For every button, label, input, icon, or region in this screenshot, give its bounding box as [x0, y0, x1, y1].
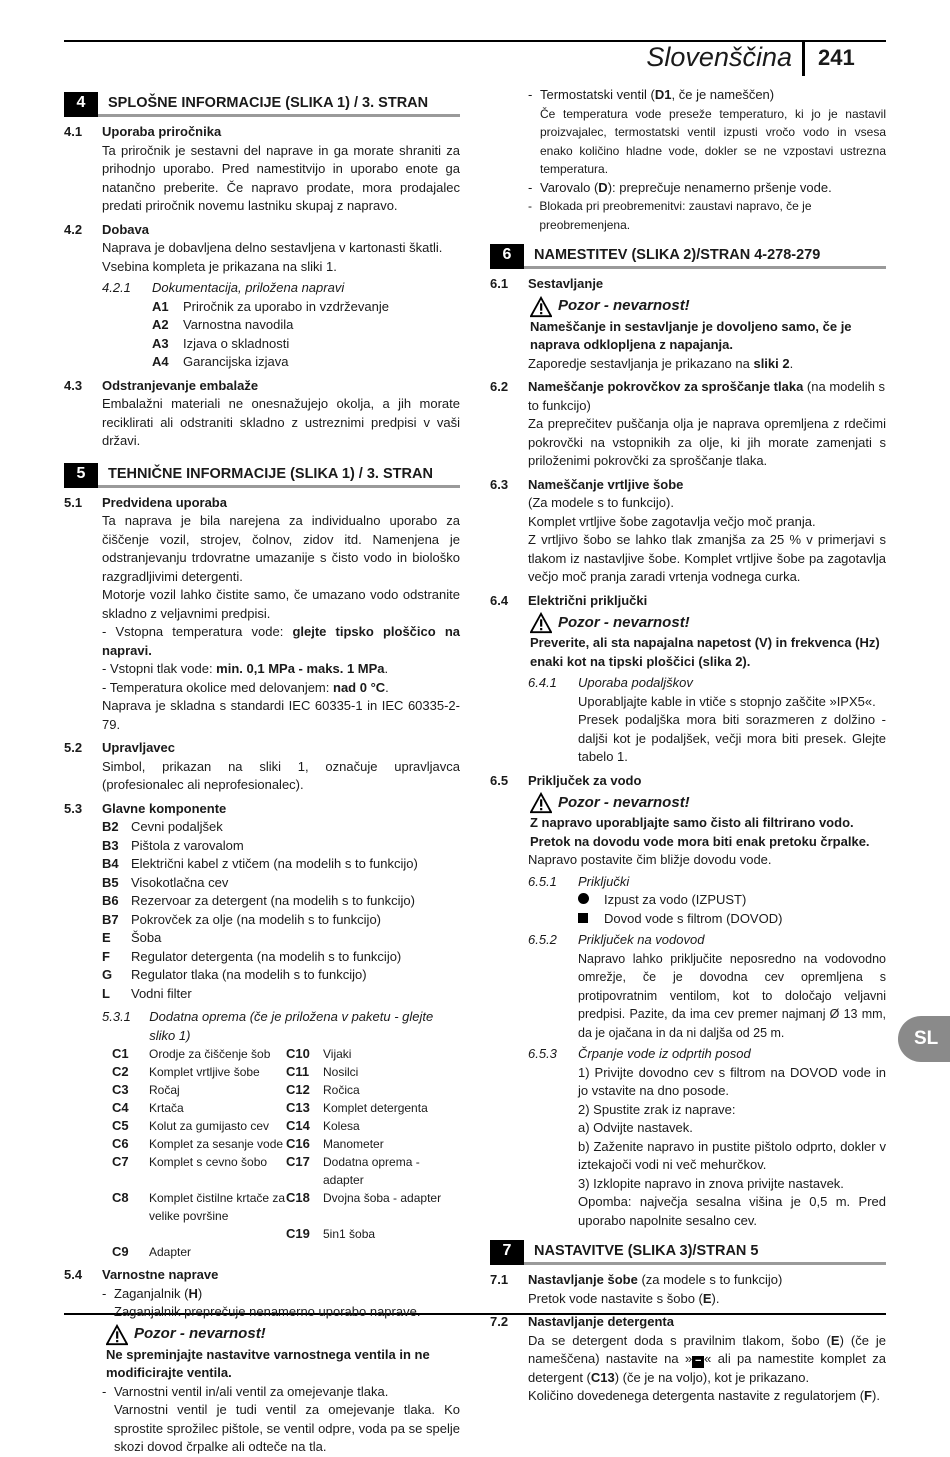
item-label: Regulator tlaka (na modelih s to funkcijo) [131, 967, 367, 982]
subsection-title: Dodatna oprema (če je priložena v paketu - glejte sliko 1) [149, 1009, 434, 1043]
accessory-cell [112, 1225, 286, 1243]
text: ) (če je nameščena) nastavite na » [528, 1332, 887, 1366]
item-code: B2 [102, 819, 119, 834]
accessory-cell [286, 1243, 460, 1261]
item-label: Visokotlačna cev [131, 874, 229, 890]
accessory-label: Komplet vrtljive šobe [149, 1065, 260, 1079]
language-tab: SL [898, 1016, 950, 1062]
list-item [152, 353, 460, 372]
item-code: B4 [102, 856, 119, 871]
subsection-number: 4.2.1 [102, 280, 131, 295]
text: ) (če je na voljo), kot je prikazano. [614, 1369, 810, 1385]
subsection-title: Predvidena uporaba [102, 494, 227, 510]
item-code: A4 [152, 354, 169, 369]
warning-icon [530, 296, 552, 318]
subsection-title: Sestavljanje [528, 276, 604, 291]
accessory-label [323, 1243, 460, 1261]
paragraph: Presek podaljška mora biti sorazmeren z dolžino - daljši kot je podaljšek, večji mora biti presek. Glejte tabelo 1. [578, 712, 886, 764]
accessory-cell [112, 1153, 286, 1189]
accessory-label: Kolut za gumijasto cev [149, 1119, 270, 1133]
subsection-title: Priključek na vodovod [578, 932, 705, 947]
subsection-6-4-1 [528, 674, 886, 693]
accessory-label: Komplet za sesanje vode [149, 1137, 284, 1151]
section-title: NASTAVITVE (SLIKA 3)/STRAN 5 [524, 1240, 886, 1265]
warning-box [530, 792, 886, 851]
step: 3) Izklopite napravo in znova privijte nastavek. [578, 1175, 844, 1191]
accessory-cell [286, 1081, 460, 1099]
warning-title: Pozor - nevarnost! [558, 793, 690, 811]
punctuation: ). [872, 1388, 880, 1403]
subsection-number: 5.3.1 [102, 1009, 131, 1024]
subsection-title: Nameščanje vrtljive šobe [528, 476, 684, 492]
item-code: F [864, 1388, 872, 1403]
subsection-number: 4.2 [64, 221, 83, 237]
punctuation: . [385, 679, 389, 695]
accessory-table [64, 1045, 460, 1261]
item-code: A3 [152, 335, 169, 351]
warning-title: Pozor - nevarnost! [558, 613, 690, 631]
component-item [102, 966, 460, 985]
subsection-title: Nameščanje pokrovčkov za sproščanje tlaka [528, 379, 804, 394]
paragraph [528, 1332, 886, 1388]
accessory-code: C12 [286, 1082, 310, 1097]
subsection-6-5-1 [528, 873, 886, 892]
warning-title-row [530, 296, 886, 318]
item-code: C13 [590, 1369, 615, 1385]
dash-item [102, 1285, 460, 1304]
accessory-row [112, 1063, 460, 1081]
spec-value: glejte tipsko ploščico na napravi. [102, 624, 460, 658]
right-column [490, 86, 886, 1406]
item-code: B5 [102, 874, 119, 890]
subsection-note: (za modele s to funkcijo) [637, 1272, 783, 1287]
dash-item [528, 179, 886, 198]
accessory-code: C16 [286, 1136, 310, 1151]
accessory-label: Vijaki [323, 1047, 352, 1061]
accessory-code: C11 [286, 1064, 310, 1079]
paragraph: Naprava je skladna s standardi IEC 60335-1 in IEC 60335-2-79. [102, 698, 460, 732]
accessory-label: Dodatna oprema - adapter [323, 1155, 420, 1187]
subsection-title: Upravljavec [102, 740, 175, 755]
paragraph: Varnostni ventil je tudi ventil za omejevanje tlaka. Ko sprostite sprožilec pištole, se ventil odpre, voda pa se spelje skozi dovod črpalke ali odteče na tla. [114, 1402, 460, 1454]
text: Pretok vode nastavite s šobo ( [528, 1290, 703, 1306]
item-label: Varnostna navodila [183, 317, 294, 332]
text: Zaporedje sestavljanja je prikazano na [528, 355, 754, 371]
warning-title-row [530, 792, 886, 814]
subsection-6-5-2 [528, 931, 886, 950]
accessory-cell [112, 1045, 286, 1063]
subsection-title: Dobava [102, 221, 149, 237]
accessory-cell [286, 1099, 460, 1117]
subsection-7-1 [490, 1271, 886, 1290]
subsection-5-3 [64, 800, 460, 819]
warning-text: Pretok na dovodu vode mora biti enak pretoku črpalke. [530, 833, 870, 849]
accessory-code: C8 [112, 1190, 129, 1205]
accessory-label: Nosilci [323, 1065, 359, 1079]
paragraph: Simbol, prikazan na sliki 1, označuje upravljavca (profesionalec ali neprofesionalec). [102, 758, 460, 792]
item-code: H [188, 1285, 198, 1301]
subsection-6-5-3 [528, 1045, 886, 1064]
subsection-note: (na modelih s to funkcijo) [528, 379, 885, 413]
accessory-label: Manometer [323, 1137, 384, 1151]
subsection-number: 4.3 [64, 377, 83, 393]
paragraph: Naprava je dobavljena delno sestavljena v kartonasti škatli. [102, 240, 443, 255]
accessory-row [112, 1189, 460, 1225]
subsection-6-5 [490, 772, 886, 791]
accessory-label: Ročica [323, 1083, 360, 1097]
accessory-cell [112, 1117, 286, 1135]
accessory-code: C17 [286, 1154, 310, 1169]
subsection-7-2 [490, 1313, 886, 1332]
subsection-4-2 [64, 221, 460, 240]
section-5-header [64, 463, 460, 488]
paragraph: Za preprečitev puščanja olja je naprava opremljena z rdečimi pokrovčki na vstopnikih za olje, ki jih morate zamenjati s priloženimi pokrovčki za sproščanje tlaka. [528, 416, 886, 468]
spec-label: - Vstopni tlak vode: [102, 661, 217, 676]
accessory-code: C3 [112, 1082, 129, 1097]
component-item [102, 985, 460, 1004]
accessory-label: Kolesa [323, 1119, 360, 1133]
text: Da se detergent doda s pravilnim tlakom, šobo ( [528, 1332, 831, 1348]
subsection-title: Priključek za vodo [528, 772, 642, 788]
section-number: 5 [64, 463, 98, 488]
item-code: B7 [102, 911, 119, 927]
warning-title-row [106, 1324, 460, 1346]
item-code: E [830, 1332, 840, 1348]
item-label: Garancijska izjava [183, 354, 289, 369]
warning-box [106, 1324, 460, 1383]
accessory-code: C2 [112, 1064, 129, 1079]
component-item [102, 855, 460, 874]
subsection-title: Nastavljanje detergenta [528, 1314, 674, 1329]
note: Opomba: največja sesalna višina je 0,5 m. Pred uporabo napolnite sesalno cev. [578, 1194, 886, 1228]
subsection-title: Varnostne naprave [102, 1267, 219, 1282]
accessory-cell [112, 1081, 286, 1099]
subsection-4-1 [64, 123, 460, 142]
item-code: D1 [654, 87, 672, 102]
warning-text: Nameščanje in sestavljanje je dovoljeno samo, če je naprava odklopljena z napajanja. [530, 318, 852, 352]
spec-line [102, 660, 460, 679]
dash-marker: - [102, 1285, 107, 1301]
item-code: A2 [152, 317, 169, 332]
accessory-label [149, 1225, 286, 1243]
accessory-label: Komplet detergenta [323, 1101, 428, 1115]
paragraph: Vsebina kompleta je prikazana na sliki 1. [102, 258, 337, 274]
accessory-row [112, 1135, 460, 1153]
list-item [152, 316, 460, 335]
paragraph: Ta naprava je bila narejena za individualno uporabo za čiščenje vozil, strojev, čolnov, zidov itd. Namenjena je odstranjevanju trdovratne umazanije s čisto vodo in biološko razgradljivimi detergenti. [102, 513, 460, 584]
accessory-code: C18 [286, 1190, 310, 1205]
component-item [102, 892, 460, 911]
subsection-number: 6.3 [490, 476, 509, 492]
accessory-code: C7 [112, 1154, 129, 1169]
step: b) Zaženite napravo in pustite pištolo odprto, dokler v iztekajoči vodi ni več mehurčkov. [578, 1138, 886, 1172]
list-item [152, 335, 460, 354]
header-divider [802, 40, 805, 76]
paragraph: Če temperatura vode preseže temperaturo, ki jo je nastavil proizvajalec, termostatski ventil izpusti vročo vodo in vsesa enako količino hladne vode, dokler se ne vzpostavi ustrezna temperatura. [540, 106, 886, 176]
subsection-number: 6.5.1 [528, 873, 557, 889]
punctuation: . [384, 661, 389, 676]
punctuation: . [789, 355, 794, 371]
section-4-header [64, 92, 460, 117]
dash-marker: - [528, 179, 533, 195]
item-label: Regulator detergenta (na modelih s to funkcijo) [131, 948, 402, 964]
subsection-number: 5.1 [64, 494, 83, 510]
item-label: , če je nameščen) [671, 87, 775, 102]
item-code: B3 [102, 837, 119, 853]
item-label: Vodni filter [131, 985, 192, 1001]
item-label: Električni kabel z vtičem (na modelih s to funkcijo) [131, 856, 418, 871]
step: 1) Privijte dovodno cev s filtrom na DOVOD vode in jo vstavite na dno posode. [578, 1064, 886, 1098]
item-label: Varnostni ventil in/ali ventil za omejevanje tlaka. [114, 1383, 389, 1399]
section-title: NAMESTITEV (SLIKA 2)/STRAN 4-278-279 [524, 244, 886, 269]
subsection-6-3 [490, 476, 886, 495]
warning-icon [106, 1324, 128, 1346]
item-label: ): preprečuje nenamerno pršenje vode. [607, 179, 832, 195]
accessory-cell [112, 1189, 286, 1225]
subsection-title: Uporaba priročnika [102, 124, 222, 139]
accessory-cell [286, 1063, 460, 1081]
accessory-cell [286, 1045, 460, 1063]
item-label: Termostatski ventil ( [540, 87, 655, 102]
item-label: Izpust za vodo (IZPUST) [604, 892, 747, 907]
subsection-number: 6.5 [490, 772, 509, 788]
warning-text: Z napravo uporabljajte samo čisto ali filtrirano vodo. [530, 815, 854, 830]
warning-icon [530, 792, 552, 814]
accessory-label: Krtača [149, 1101, 184, 1115]
accessory-label: 5in1 šoba [323, 1227, 376, 1241]
item-label: Priročnik za uporabo in vzdrževanje [183, 298, 389, 314]
subsection-number: 4.1 [64, 124, 83, 139]
bullet-item [578, 891, 886, 910]
subsection-number: 6.4.1 [528, 675, 557, 690]
item-code: L [102, 985, 110, 1001]
accessory-cell [286, 1225, 460, 1243]
subsection-5-3-1 [102, 1008, 460, 1045]
spec-label: - Vstopna temperatura vode: [102, 624, 293, 639]
paragraph: Zaganjalnik preprečuje nenamerno uporabo naprave. [114, 1304, 421, 1319]
list-item [152, 298, 460, 317]
component-item [102, 948, 460, 967]
dash-marker: - [102, 1383, 107, 1399]
accessory-cell [286, 1189, 460, 1225]
dash-item [102, 1383, 460, 1402]
subsection-title: Odstranjevanje embalaže [102, 377, 259, 393]
item-label: Šoba [131, 930, 162, 945]
accessory-row [112, 1243, 460, 1261]
accessory-row [112, 1045, 460, 1063]
warning-box [530, 296, 886, 355]
section-6-header [490, 244, 886, 269]
paragraph: Motorje vozil lahko čistite samo, če umazano vodo odstranite skladno z veljavnimi predpisi. [102, 587, 460, 621]
subsection-title: Uporaba podaljškov [578, 675, 693, 690]
item-label: Pokrovček za olje (na modelih s to funkcijo) [131, 911, 382, 927]
accessory-code [112, 1225, 149, 1243]
subsection-number: 5.4 [64, 1267, 83, 1282]
square-bullet-icon [578, 913, 588, 923]
item-label: Varovalo ( [540, 179, 599, 195]
item-code: A1 [152, 298, 169, 314]
accessory-label: Adapter [149, 1245, 192, 1259]
subsection-number: 6.4 [490, 592, 509, 608]
spec-value: min. 0,1 MPa - maks. 1 MPa [216, 661, 385, 676]
item-label: Dovod vode s filtrom (DOVOD) [604, 910, 783, 926]
accessory-cell [286, 1153, 460, 1189]
subsection-4-2-1 [102, 279, 460, 298]
subsection-5-1 [64, 494, 460, 513]
accessory-label: Orodje za čiščenje šob [149, 1047, 271, 1061]
section-title: TEHNIČNE INFORMACIJE (SLIKA 1) / 3. STRAN [98, 463, 460, 488]
subsection-number: 6.2 [490, 379, 509, 394]
paragraph: (Za modele s to funkcijo). [528, 495, 674, 510]
section-7-header [490, 1240, 886, 1265]
warning-icon [530, 612, 552, 634]
item-code: B6 [102, 893, 119, 908]
section-title: SPLOŠNE INFORMACIJE (SLIKA 1) / 3. STRAN [98, 92, 460, 117]
step: a) Odvijte nastavek. [578, 1120, 693, 1135]
subsection-number: 7.2 [490, 1314, 509, 1329]
dash-marker: - [528, 87, 533, 102]
paragraph: Uporabljajte kable in vtiče s stopnjo zaščite »IPX5«. [578, 693, 876, 709]
dash-item [528, 197, 886, 234]
item-code: E [702, 1290, 712, 1306]
subsection-number: 6.1 [490, 276, 509, 291]
item-code: F [102, 948, 110, 964]
spec-label: - Temperatura okolice med delovanjem: [102, 679, 333, 695]
subsection-title: Črpanje vode iz odprtih posod [578, 1046, 751, 1061]
accessory-row [112, 1225, 460, 1243]
warning-title: Pozor - nevarnost! [558, 297, 690, 315]
accessory-row [112, 1081, 460, 1099]
spec-line [102, 623, 460, 660]
paragraph [528, 1290, 886, 1309]
component-item [102, 837, 460, 856]
accessory-code: C13 [286, 1100, 310, 1115]
item-label: Blokada pri preobremenitvi: zaustavi napravo, če je preobremenjena. [539, 199, 812, 232]
accessory-code: C4 [112, 1100, 129, 1115]
subsection-5-4 [64, 1266, 460, 1285]
subsection-4-3 [64, 377, 460, 396]
paragraph: Embalažni materiali ne onesnažujejo okolja, a jih morate reciklirati ali odstraniti skladno z ustreznimi predpisi v vaši državi. [102, 396, 460, 448]
accessory-row [112, 1117, 460, 1135]
item-label: Zaganjalnik ( [114, 1285, 189, 1301]
paragraph: Komplet vrtljive šobe zagotavlja večjo moč pranja. [528, 513, 816, 529]
step: 2) Spustite zrak iz naprave: [578, 1101, 736, 1117]
accessory-cell [112, 1135, 286, 1153]
paragraph: Z vrtljivo šobo se lahko tlak zmanjša za 25 % v primerjavi s tlakom iz nastavljive šobe. Komplet vrtljive šobe pa zagotavlja večjo moč pranja zaradi vrtenja vodnega curka. [528, 532, 886, 584]
item-label: Rezervoar za detergent (na modelih s to funkcijo) [131, 893, 415, 908]
subsection-title: Glavne komponente [102, 800, 227, 816]
subsection-number: 5.3 [64, 800, 83, 816]
low-pressure-symbol-icon: − [692, 1356, 704, 1368]
accessory-label: Ročaj [149, 1083, 180, 1097]
accessory-cell [112, 1243, 286, 1261]
warning-box [530, 612, 886, 671]
paragraph [528, 355, 886, 374]
accessory-code: C10 [286, 1046, 310, 1061]
punctuation: ) [197, 1285, 203, 1301]
section-number: 6 [490, 244, 524, 269]
accessory-label: Komplet s cevno šobo [149, 1155, 268, 1169]
subsection-6-1 [490, 275, 886, 294]
subsection-title: Električni priključki [528, 592, 648, 608]
accessory-code: C9 [112, 1244, 129, 1259]
figure-ref: sliki 2 [753, 355, 790, 371]
accessory-row [112, 1153, 460, 1189]
subsection-6-4 [490, 592, 886, 611]
component-item [102, 874, 460, 893]
warning-text: Ne spreminjajte nastavitve varnostnega ventila in ne modificirajte ventila. [106, 1346, 430, 1380]
accessory-label: Komplet čistilne krtače za velike površine [149, 1191, 286, 1223]
page-number: 241 [818, 45, 855, 70]
circle-bullet-icon [578, 893, 589, 904]
subsection-5-2 [64, 739, 460, 758]
subsection-number: 6.5.3 [528, 1046, 557, 1061]
punctuation: ). [711, 1290, 720, 1306]
accessory-code: C19 [286, 1226, 310, 1241]
item-label: Pištola z varovalom [131, 837, 244, 853]
dash-item [528, 86, 886, 105]
accessory-label: Dvojna šoba - adapter [323, 1191, 442, 1205]
accessory-code: C6 [112, 1136, 129, 1151]
paragraph: Ta priročnik je sestavni del naprave in ga morate shraniti za prihodnjo uporabo. Pred namestitvijo in uporabo enote ga natančno preberite. Če napravo prodate, mora prodajalec predati priročnik novemu lastniku skupaj z napravo. [102, 142, 460, 213]
component-item [102, 818, 460, 837]
subsection-title: Dokumentacija, priložena napravi [152, 280, 345, 295]
subsection-title: Priključki [578, 873, 630, 889]
subsection-number: 5.2 [64, 740, 83, 755]
accessory-code: C5 [112, 1118, 129, 1133]
accessory-cell [112, 1063, 286, 1081]
left-column [64, 86, 460, 1457]
subsection-6-2 [490, 378, 886, 415]
accessory-row [112, 1099, 460, 1117]
component-item [102, 929, 460, 948]
section-number: 7 [490, 1240, 524, 1265]
item-code: D [598, 179, 608, 195]
accessory-cell [112, 1099, 286, 1117]
text: Količino dovedenega detergenta nastavite z regulatorjem ( [528, 1388, 865, 1403]
subsection-title: Nastavljanje šobe [528, 1272, 638, 1287]
subsection-number: 6.5.2 [528, 932, 557, 947]
warning-title-row [530, 612, 886, 634]
dash-marker: - [528, 199, 532, 213]
section-number: 4 [64, 92, 98, 117]
item-label: Cevni podaljšek [131, 819, 223, 834]
accessory-code: C14 [286, 1118, 310, 1133]
spec-line [102, 679, 460, 698]
paragraph: Napravo postavite čim bližje dovodu vode. [528, 852, 772, 867]
subsection-number: 7.1 [490, 1272, 509, 1287]
warning-title: Pozor - nevarnost! [134, 1325, 266, 1343]
paragraph: Napravo lahko priključite neposredno na vodovodno omrežje, če je dovodna cev opremljena s protipovratnim ventilom, kot to določajo veljavni predpisi. Pazite, da ima cev premer najmanj Ø 13 mm, da je ojačana in da ni daljša od 25 m. [578, 951, 886, 1040]
accessory-code [286, 1243, 323, 1261]
accessory-code: C1 [112, 1046, 129, 1061]
accessory-cell [286, 1117, 460, 1135]
paragraph [528, 1387, 886, 1406]
spec-value: nad 0 °C [333, 679, 386, 695]
component-item [102, 911, 460, 930]
bullet-item [578, 910, 886, 929]
item-code: G [102, 967, 113, 982]
language-title: Slovenščina [646, 42, 792, 72]
text: « ali pa namestite komplet za detergent ( [528, 1351, 886, 1385]
item-code: E [102, 930, 111, 945]
accessory-cell [286, 1135, 460, 1153]
item-label: Izjava o skladnosti [183, 335, 290, 351]
warning-text: Preverite, ali sta napajalna napetost (V) in frekvenca (Hz) enaki kot na tipski ploščici (slika 2). [530, 635, 880, 669]
